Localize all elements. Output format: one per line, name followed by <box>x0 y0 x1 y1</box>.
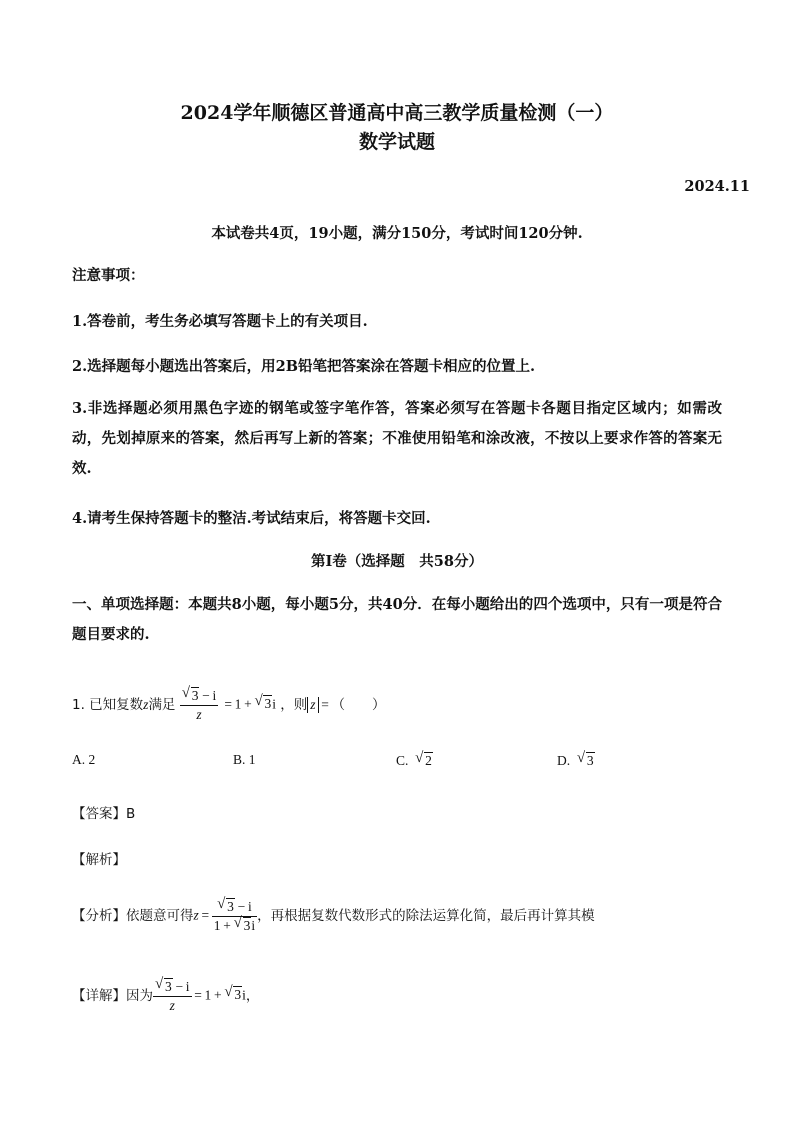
part-one-instructions: 一、单项选择题：本题共8小题，每小题5分，共40分．在每小题给出的四个选项中，只有一项是符合题目要求的. <box>72 596 722 643</box>
notice-heading: 注意事项： <box>72 267 145 284</box>
question-1-then: ，则 <box>280 697 308 713</box>
volume-heading: 第I卷（选择题 共58分） <box>311 553 483 570</box>
question-1: 1. 已知复数z满足 √ 3 − i z = 1 + √ 3i ，则 z = （ ） <box>72 684 386 722</box>
fenxi-label: 【分析】 <box>72 908 126 924</box>
equation-2: z = √ 3 − i 1 + √ 3i <box>193 895 256 933</box>
answer-label: 【答案】 <box>72 806 126 822</box>
option-c[interactable]: C. √ 2 <box>396 750 432 768</box>
var-z: z <box>143 697 149 712</box>
exam-title: 2024学年顺德区普通高中高三教学质量检测（一） <box>180 102 614 124</box>
equation-1: √ 3 − i z = 1 + √ 3i <box>181 684 276 722</box>
fenxi-post: ，再根据复数代数形式的除法运算化简，最后再计算其模 <box>257 908 595 924</box>
exam-intro: 本试卷共4页，19小题，满分150分，考试时间120分钟. <box>211 225 583 242</box>
detail-post: ， <box>245 988 260 1004</box>
answer <box>72 802 135 822</box>
question-1-blank: （ ） <box>331 697 386 713</box>
notice-item-2: 2.选择题每小题选出答案后，用2B铅笔把答案涂在答题卡相应的位置上. <box>72 358 536 375</box>
fenxi-pre: 依题意可得 <box>126 908 194 924</box>
equation-3: √ 3 − i z = 1 + √ 3i <box>155 975 246 1013</box>
option-d[interactable]: D. √ 3 <box>557 750 594 768</box>
detail-label: 【详解】 <box>72 988 126 1004</box>
answer-value: B <box>126 806 136 822</box>
option-b[interactable]: B. 1 <box>233 752 256 767</box>
exam-subtitle: 数学试题 <box>358 131 435 153</box>
modulus-z: z <box>307 697 318 713</box>
notice-item-3: 3.非选择题必须用黑色字迹的钢笔或签字笔作答，答案必须写在答题卡各题目指定区域内；如需改动，先划掉原来的答案，然后再写上新的答案；不准使用铅笔和涂改液，不按以上要求作答的答案无效. <box>72 400 722 477</box>
question-1-cond: 满足 <box>148 697 176 713</box>
analysis-label: 【解析】 <box>72 852 126 868</box>
question-1-prefix: 1. 已知复数 <box>72 697 144 713</box>
notice-item-4: 4.请考生保持答题卡的整洁.考试结束后，将答题卡交回. <box>72 510 431 527</box>
notice-item-1: 1.答卷前，考生务必填写答题卡上的有关项目. <box>72 313 368 330</box>
exam-date: 2024.11 <box>684 178 750 195</box>
option-a[interactable]: A. 2 <box>72 752 96 767</box>
detail <box>72 972 259 1020</box>
fenxi <box>72 892 595 940</box>
detail-pre: 因为 <box>126 988 153 1004</box>
fraction: √ 3 − i z <box>181 684 217 722</box>
